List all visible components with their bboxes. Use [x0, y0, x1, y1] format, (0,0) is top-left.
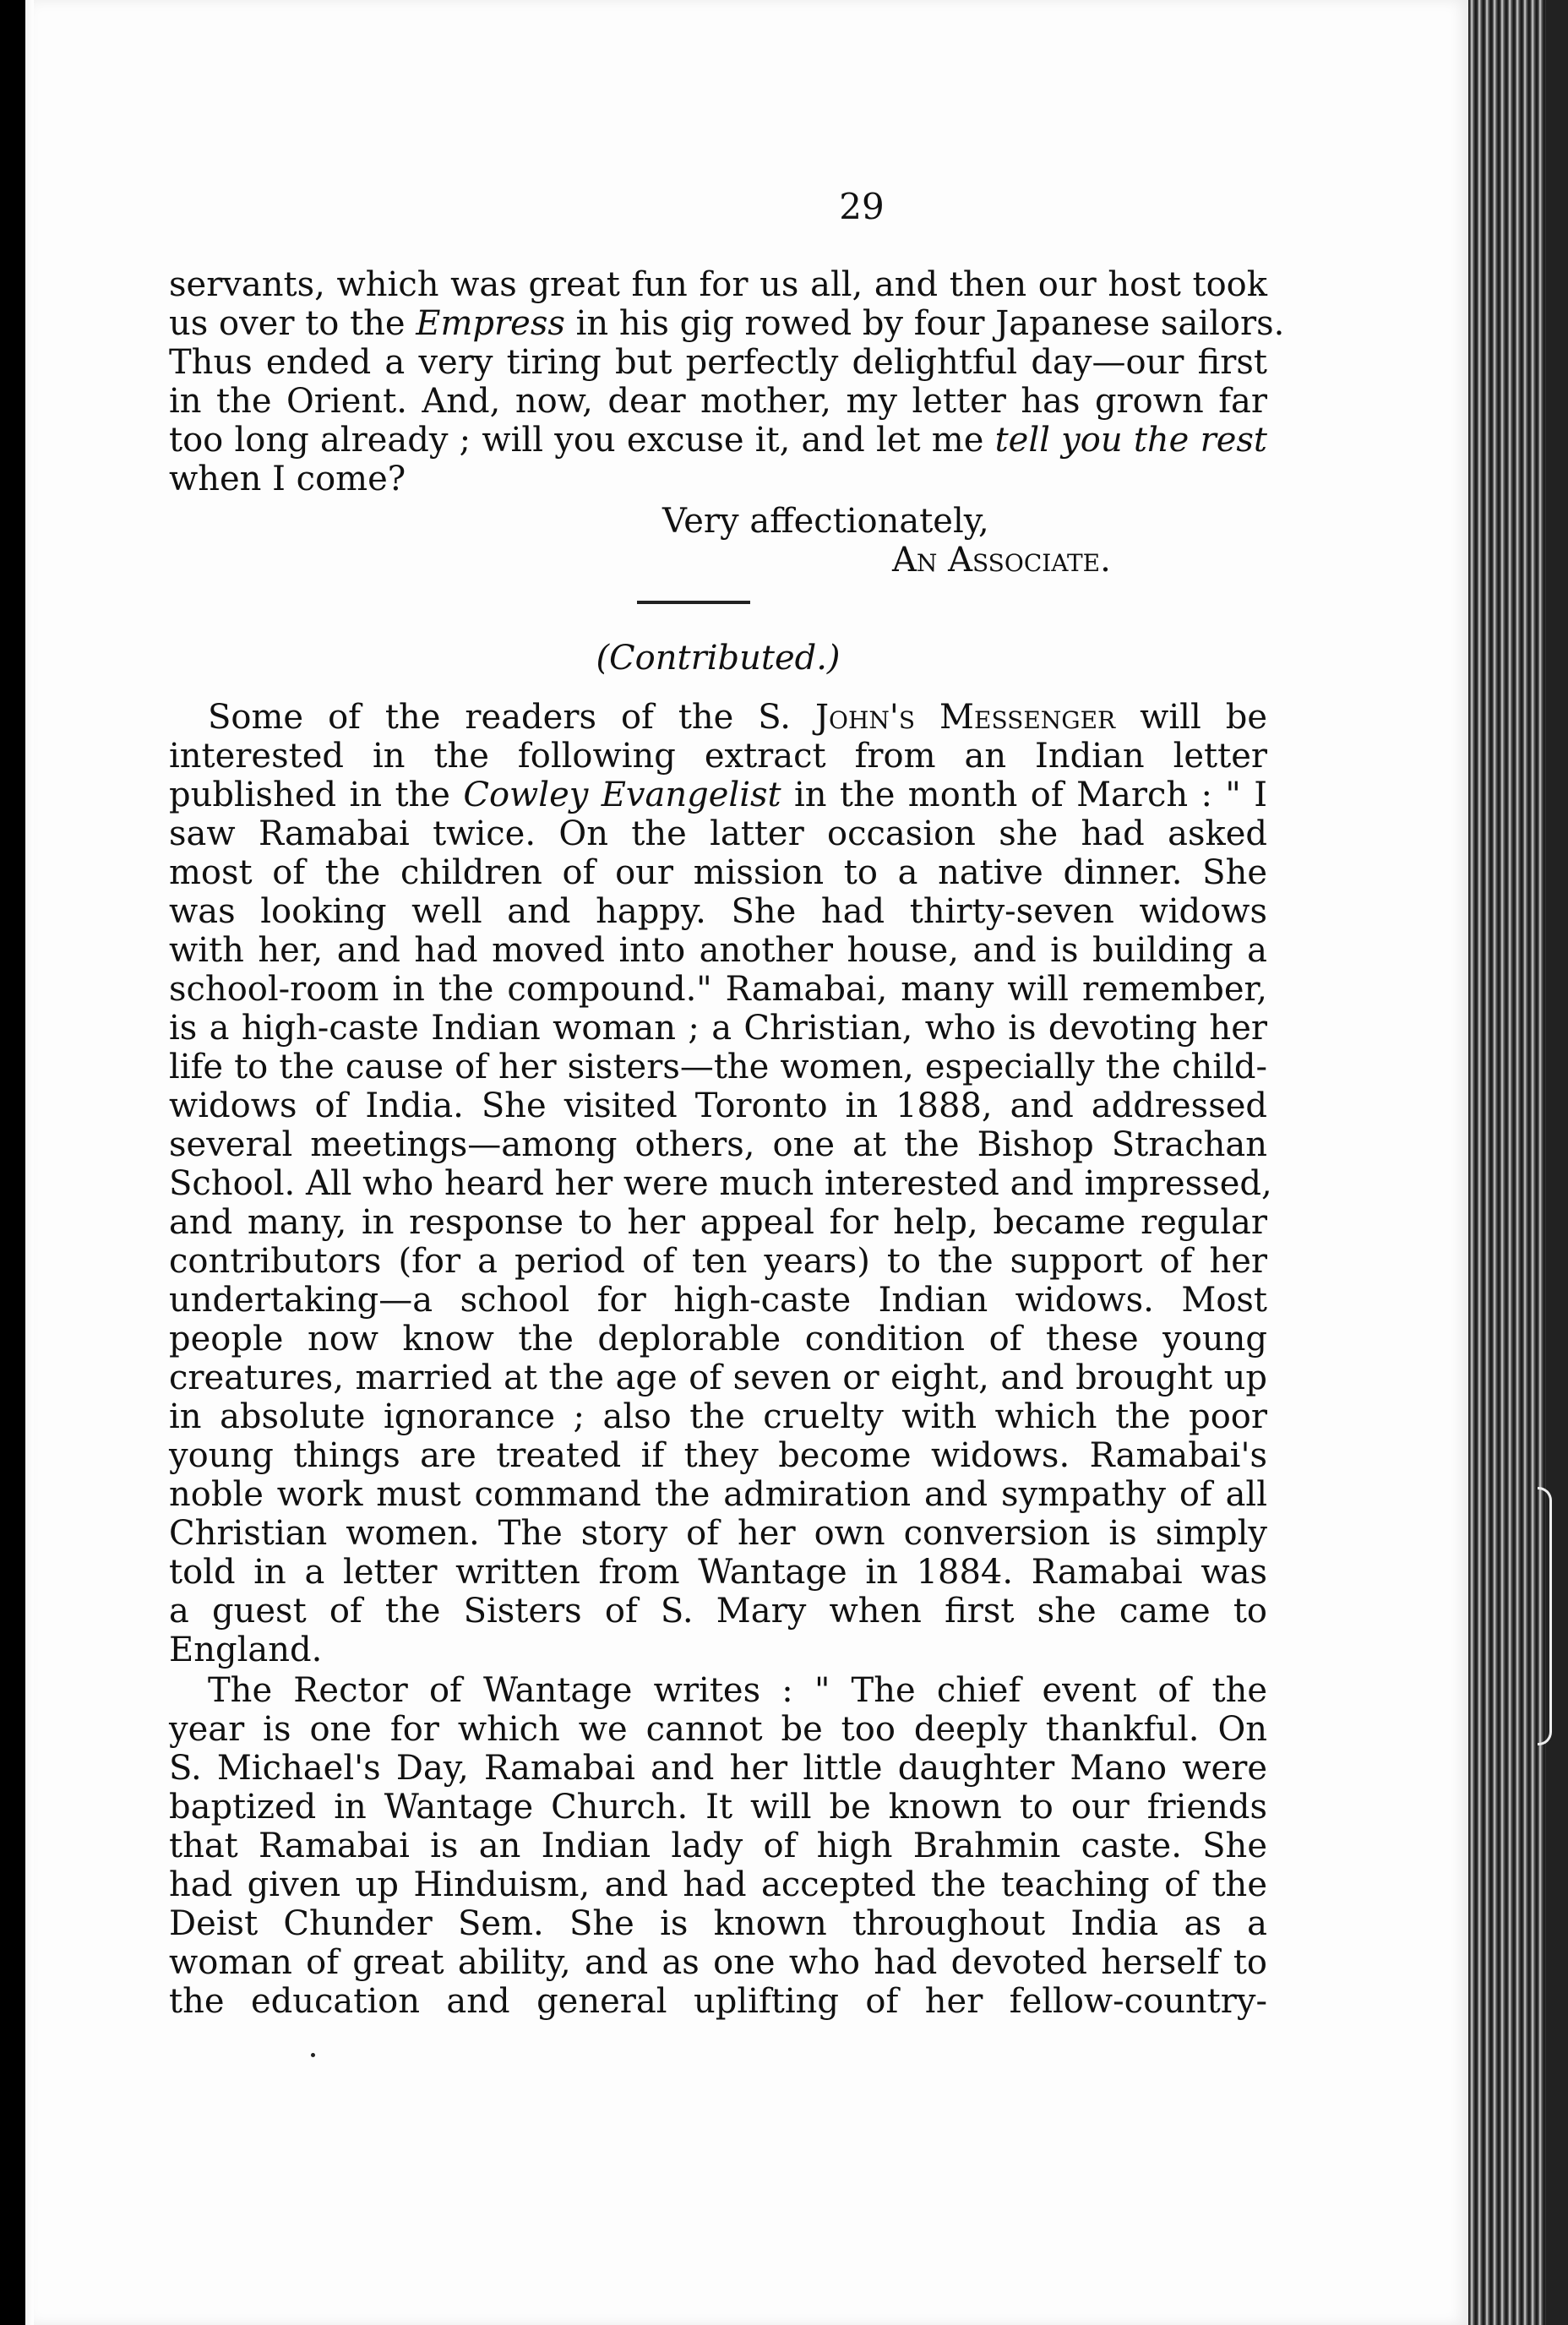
text-line: people now know the deplorable condition of these young — [169, 1320, 1267, 1359]
text-line: had given up Hinduism, and had accepted the teaching of the — [169, 1865, 1267, 1904]
text-line: in absolute ignorance ; also the cruelty with which the poor — [169, 1397, 1267, 1436]
text-line: most of the children of our mission to a native dinner. She — [169, 853, 1267, 892]
text-line: that Ramabai is an Indian lady of high Brahmin caste. She — [169, 1827, 1267, 1865]
text-line: with her, and had moved into another house, and is building a — [169, 931, 1267, 970]
text-line: Deist Chunder Sem. She is known throughout India as a — [169, 1904, 1267, 1943]
text-line: too long already ; will you excuse it, and let me tell you the rest — [169, 421, 1267, 460]
text-line: undertaking—a school for high-caste Indian widows. Most — [169, 1281, 1267, 1320]
text-line: told in a letter written from Wantage in 1884. Ramabai was — [169, 1553, 1267, 1592]
text-line: Some of the readers of the S. John's Messenger will be — [208, 698, 1268, 737]
text-line: in the Orient. And, now, dear mother, my letter has grown far — [169, 382, 1267, 421]
text-line: servants, which was great fun for us all, and then our host took — [169, 265, 1267, 304]
text-line: life to the cause of her sisters—the women, especially the child- — [169, 1048, 1267, 1086]
text-line: when I come? — [169, 460, 406, 498]
text-line: young things are treated if they become widows. Ramabai's — [169, 1436, 1267, 1475]
text-line: the education and general uplifting of her fellow-country- — [169, 1982, 1267, 2021]
text-line: is a high-caste Indian woman ; a Christian, who is devoting her — [169, 1009, 1267, 1048]
text-line: England. — [169, 1631, 323, 1669]
text-line: several meetings—among others, one at the Bishop Strachan — [169, 1125, 1267, 1164]
text-line: baptized in Wantage Church. It will be known to our friends — [169, 1788, 1267, 1827]
text-line: was looking well and happy. She had thirty-seven widows — [169, 892, 1267, 931]
text-line: contributors (for a period of ten years) to the support of her — [169, 1242, 1267, 1281]
text-line: creatures, married at the age of seven or eight, and brought up — [169, 1359, 1267, 1397]
text-line: school-room in the compound." Ramabai, many will remember, — [169, 970, 1267, 1009]
page-gutter-shadow — [0, 0, 34, 2325]
text-line: and many, in response to her appeal for help, became regular — [169, 1203, 1267, 1242]
text-line: interested in the following extract from an Indian letter — [169, 737, 1267, 776]
section-heading: (Contributed.) — [596, 639, 841, 678]
text-line: year is one for which we cannot be too deeply thankful. On — [169, 1710, 1267, 1749]
text-line: Christian women. The story of her own conversion is simply — [169, 1514, 1267, 1553]
text-line: published in the Cowley Evangelist in the month of March : " I — [169, 776, 1267, 814]
book-page-edges — [1468, 0, 1568, 2325]
letter-signature: An Associate. — [892, 541, 1111, 580]
text-line: woman of great ability, and as one who had devoted herself to — [169, 1943, 1267, 1982]
book-edge-dark-strip — [1546, 0, 1568, 2325]
text-line: saw Ramabai twice. On the latter occasion she had asked — [169, 814, 1267, 853]
ink-speck — [311, 2053, 315, 2057]
text-line: S. Michael's Day, Ramabai and her little daughter Mano were — [169, 1749, 1267, 1788]
page-number: 29 — [839, 186, 885, 227]
text-line: a guest of the Sisters of S. Mary when first she came to — [169, 1592, 1267, 1631]
text-line: us over to the Empress in his gig rowed by four Japanese sailors. — [169, 304, 1285, 343]
section-divider — [637, 601, 750, 604]
text-line: The Rector of Wantage writes : " The chief event of the — [208, 1671, 1267, 1710]
text-line: widows of India. She visited Toronto in 1888, and addressed — [169, 1086, 1267, 1125]
page-edge-notch — [1538, 1487, 1552, 1745]
text-line: School. All who heard her were much interested and impressed, — [169, 1164, 1272, 1203]
text-line: noble work must command the admiration and sympathy of all — [169, 1475, 1267, 1514]
letter-closing: Very affectionately, — [662, 502, 989, 541]
text-line: Thus ended a very tiring but perfectly delightful day—our first — [169, 343, 1267, 382]
